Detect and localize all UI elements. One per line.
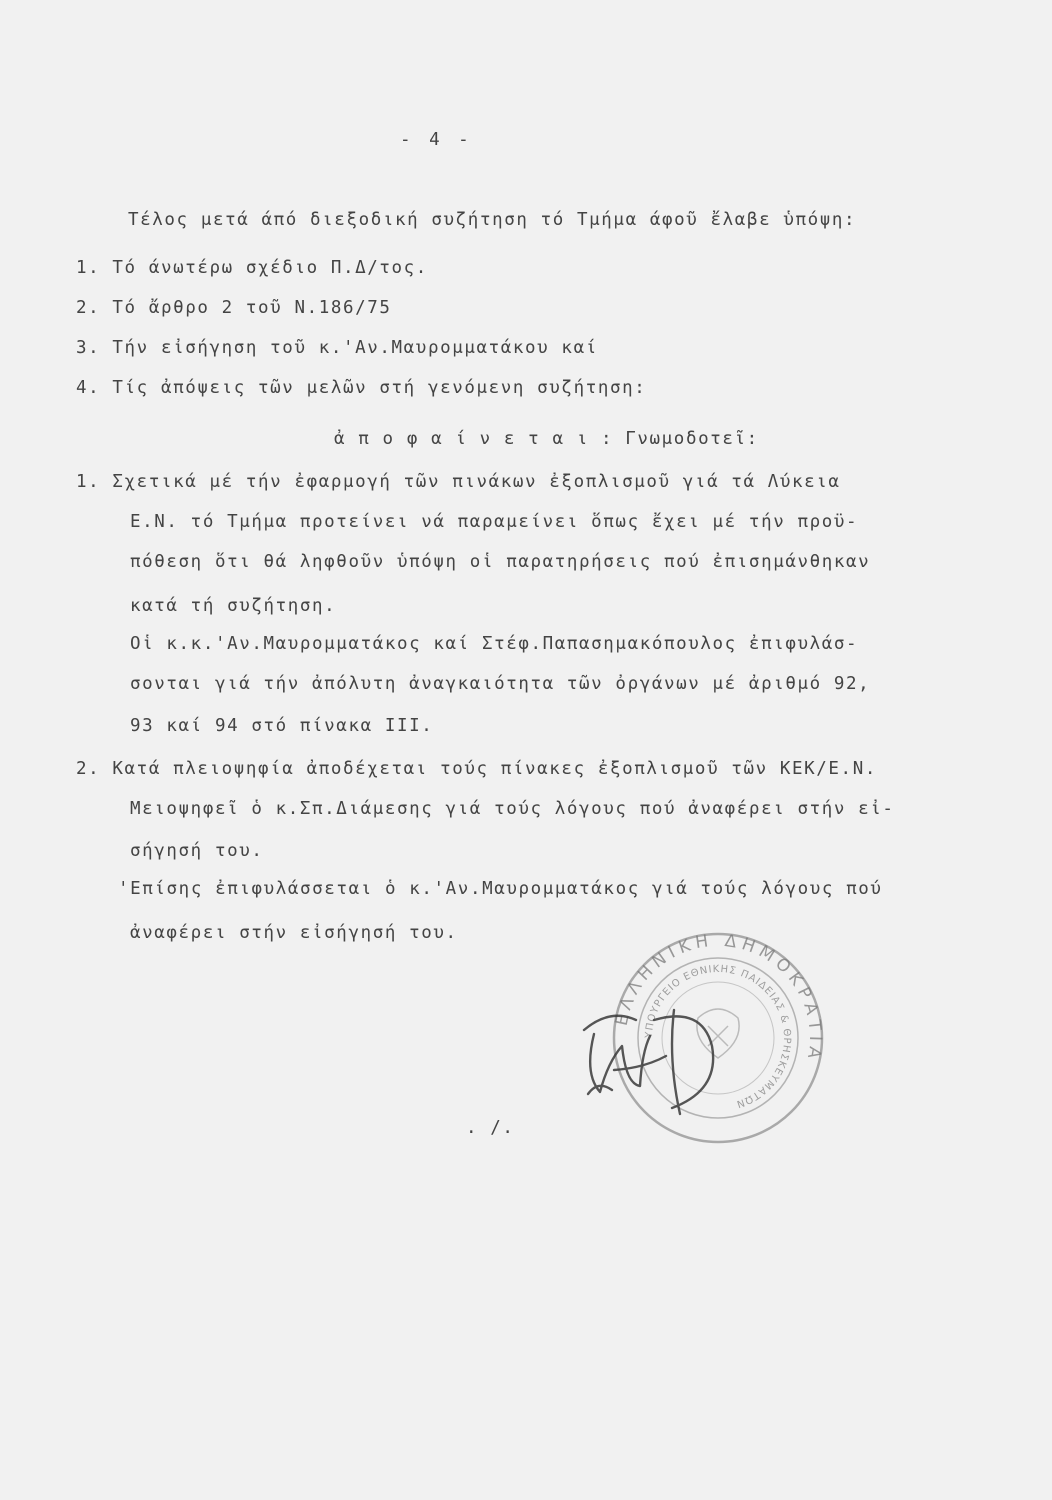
decision-line: Μειοψηφεῖ ὁ κ.Σπ.Διάμεσης γιά τούς λόγους πού ἀναφέρει στήν εἰ- xyxy=(130,799,895,819)
intro-line: Τέλος μετά άπό διεξοδική συζήτηση τό Τμήμα άφοῦ ἔλαβε ὑπόψη: xyxy=(128,210,857,230)
decision-line: Οἱ κ.κ.'Αν.Μαυρομματάκος καί Στέφ.Παπασημακόπουλος ἐπιφυλάσ- xyxy=(130,634,859,654)
consideration-4: 4. Τίς ἀπόψεις τῶν μελῶν στή γενόμενη συζήτηση: xyxy=(76,378,647,398)
page-number: - 4 - xyxy=(400,130,473,150)
decision-line: πόθεση ὅτι θά ληφθοῦν ὑπόψη οἱ παρατηρήσεις πού ἐπισημάνθηκαν xyxy=(130,552,871,572)
decision-line: 2. Κατά πλειοψηφία ἀποδέχεται τούς πίνακες ἐξοπλισμοῦ τῶν ΚΕΚ/Ε.Ν. xyxy=(76,759,877,779)
continuation-mark: . /. xyxy=(466,1118,515,1138)
decision-line: Ε.Ν. τό Τμήμα προτείνει νά παραμείνει ὅπως ἔχει μέ τήν προϋ- xyxy=(130,512,859,532)
decision-heading: ἀ π ο φ α ί ν ε τ α ι : Γνωμοδοτεῖ: xyxy=(334,429,759,449)
consideration-3: 3. Τήν εἰσήγηση τοῦ κ.'Αν.Μαυρομματάκου καί xyxy=(76,338,598,358)
signature xyxy=(570,990,730,1120)
decision-line: 1. Σχετικά μέ τήν ἐφαρμογή τῶν πινάκων ἐξοπλισμοῦ γιά τά Λύκεια xyxy=(76,472,841,492)
decision-line: ἀναφέρει στήν εἰσήγησή του. xyxy=(130,923,458,943)
svg-text:ΥΠΟΥΡΓΕΙΟ ΕΘΝΙΚΗΣ ΠΑΙΔΕΙΑΣ & Θ: ΥΠΟΥΡΓΕΙΟ ΕΘΝΙΚΗΣ ΠΑΙΔΕΙΑΣ & ΘΡΗΣΚΕΥΜΑΤΩΝ xyxy=(643,963,793,1110)
decision-line: σονται γιά τήν ἀπόλυτη ἀναγκαιότητα τῶν ὀργάνων μέ ἀριθμό 92, xyxy=(130,674,871,694)
decision-line: κατά τή συζήτηση. xyxy=(130,596,337,616)
consideration-1: 1. Τό άνωτέρω σχέδιο Π.Δ/τος. xyxy=(76,258,428,278)
decision-line: 'Επίσης ἐπιφυλάσσεται ὁ κ.'Αν.Μαυρομματάκος γιά τούς λόγους πού xyxy=(118,879,883,899)
decision-line: 93 καί 94 στό πίνακα ΙΙΙ. xyxy=(130,716,434,736)
consideration-2: 2. Τό ἄρθρο 2 τοῦ Ν.186/75 xyxy=(76,298,392,318)
svg-text:ΕΛΛΗΝΙΚΗ ΔΗΜΟΚΡΑΤΙΑ: ΕΛΛΗΝΙΚΗ ΔΗΜΟΚΡΑΤΙΑ xyxy=(611,930,826,1065)
decision-line: σήγησή του. xyxy=(130,841,264,861)
